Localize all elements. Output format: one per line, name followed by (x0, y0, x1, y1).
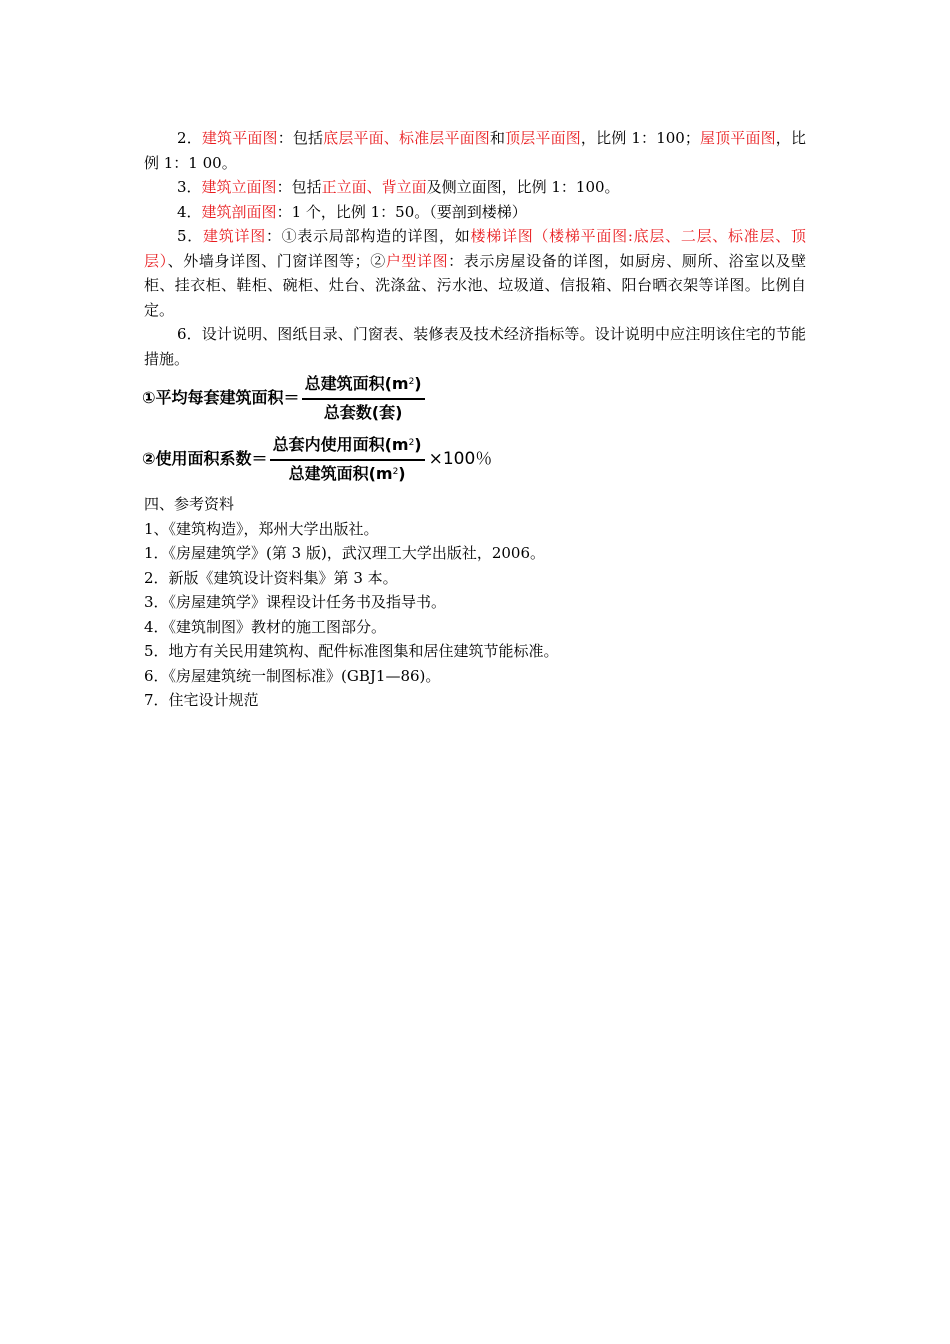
item-number: 3． (177, 178, 202, 196)
body-text: ，比例 1：100； (580, 129, 700, 147)
paragraph-sections (144, 200, 806, 225)
reference-item: 6．《房屋建筑统一制图标准》(GBJ1—86)。 (144, 666, 441, 685)
highlight-text: 顶层平面图 (505, 129, 581, 147)
reference-item: 3．《房屋建筑学》课程设计任务书及指导书。 (144, 593, 447, 611)
reference-item: 1、《建筑构造》，郑州大学出版社。 (144, 519, 379, 538)
references-section (144, 492, 806, 713)
body-text: ：1 个，比例 1：50。（要剖到楼梯） (276, 202, 527, 221)
highlight-text: 正立面、背立面 (321, 178, 427, 196)
reference-item: 7．住宅设计规范 (144, 691, 259, 709)
body-text: ：①表示局部构造的详图，如 (265, 227, 471, 245)
document-content (144, 126, 806, 713)
highlight-text: 户型详图 (385, 251, 449, 270)
reference-item: 5．地方有关民用建筑构、配件标准图集和居住建筑节能标准。 (144, 642, 559, 660)
denominator-end: ) (398, 463, 406, 483)
numerator-text: 总建筑面积(m (304, 374, 409, 393)
body-text: ：包括 (277, 129, 324, 147)
formula-average-area (142, 372, 806, 425)
body-text: ：表示房屋设备的详图，如厨房、厕所、浴室以及壁柜、挂衣柜、鞋柜、碗柜、灶台、洗涤盆、污水池、垃圾道、信报箱、阳台晒衣架等详图。比例自定。 (144, 251, 806, 319)
highlight-text: 底层平面、标准层平面图 (323, 129, 490, 147)
highlight-text: 建筑详图 (203, 227, 266, 245)
superscript: 2 (408, 377, 415, 387)
denominator-text: 总建筑面积(m (288, 463, 393, 483)
superscript: 2 (408, 438, 415, 448)
times-percent: ×100％ (428, 449, 493, 470)
formula-lhs: ②使用面积系数＝ (142, 449, 268, 469)
highlight-text: 建筑立面图 (201, 178, 277, 196)
item-number: 2． (177, 129, 202, 147)
item-number: 4． (177, 202, 202, 221)
formula-lhs: ①平均每套建筑面积＝ (142, 388, 300, 408)
formula-usage-coefficient (142, 433, 806, 486)
item-number: 5． (177, 227, 204, 245)
highlight-text: 楼梯详图（楼梯平面图:底层、二层、标准层、顶层） (144, 227, 806, 270)
body-text: 和 (489, 129, 506, 147)
fraction-denominator (286, 461, 409, 487)
numerator-end: ) (414, 435, 422, 454)
references-heading: 四、参考资料 (144, 495, 235, 513)
highlight-text: 建筑平面图 (201, 129, 278, 147)
paragraph-details (144, 224, 806, 322)
fraction (302, 372, 425, 425)
superscript: 2 (392, 466, 399, 477)
reference-item: 2．新版《建筑设计资料集》第 3 本。 (144, 568, 398, 587)
paragraph-design-notes: 6．设计说明、图纸目录、门窗表、装修表及技术经济指标等。设计说明中应注明该住宅的节能措施。 (144, 325, 806, 368)
paragraph-floor-plans (144, 126, 806, 175)
body-text: 、外墙身详图、门窗详图等；② (167, 251, 386, 270)
numerator-end: ) (414, 374, 422, 393)
body-text: ：包括 (276, 178, 322, 196)
body-text: 及侧立面图，比例 1：100。 (426, 178, 620, 196)
paragraph-elevations (144, 175, 806, 200)
reference-item: 1．《房屋建筑学》(第 3 版)，武汉理工大学出版社，2006。 (144, 544, 546, 562)
body-text: ，比例 1：1 00。 (144, 129, 806, 172)
highlight-text: 屋顶平面图 (699, 129, 776, 147)
reference-item: 4．《建筑制图》教材的施工图部分。 (144, 617, 387, 636)
fraction-numerator (302, 372, 425, 398)
highlight-text: 建筑剖面图 (201, 202, 277, 221)
fraction-denominator: 总套数(套) (323, 402, 403, 422)
fraction-numerator (270, 433, 425, 459)
numerator-text: 总套内使用面积(m (272, 435, 409, 454)
fraction (270, 433, 425, 486)
